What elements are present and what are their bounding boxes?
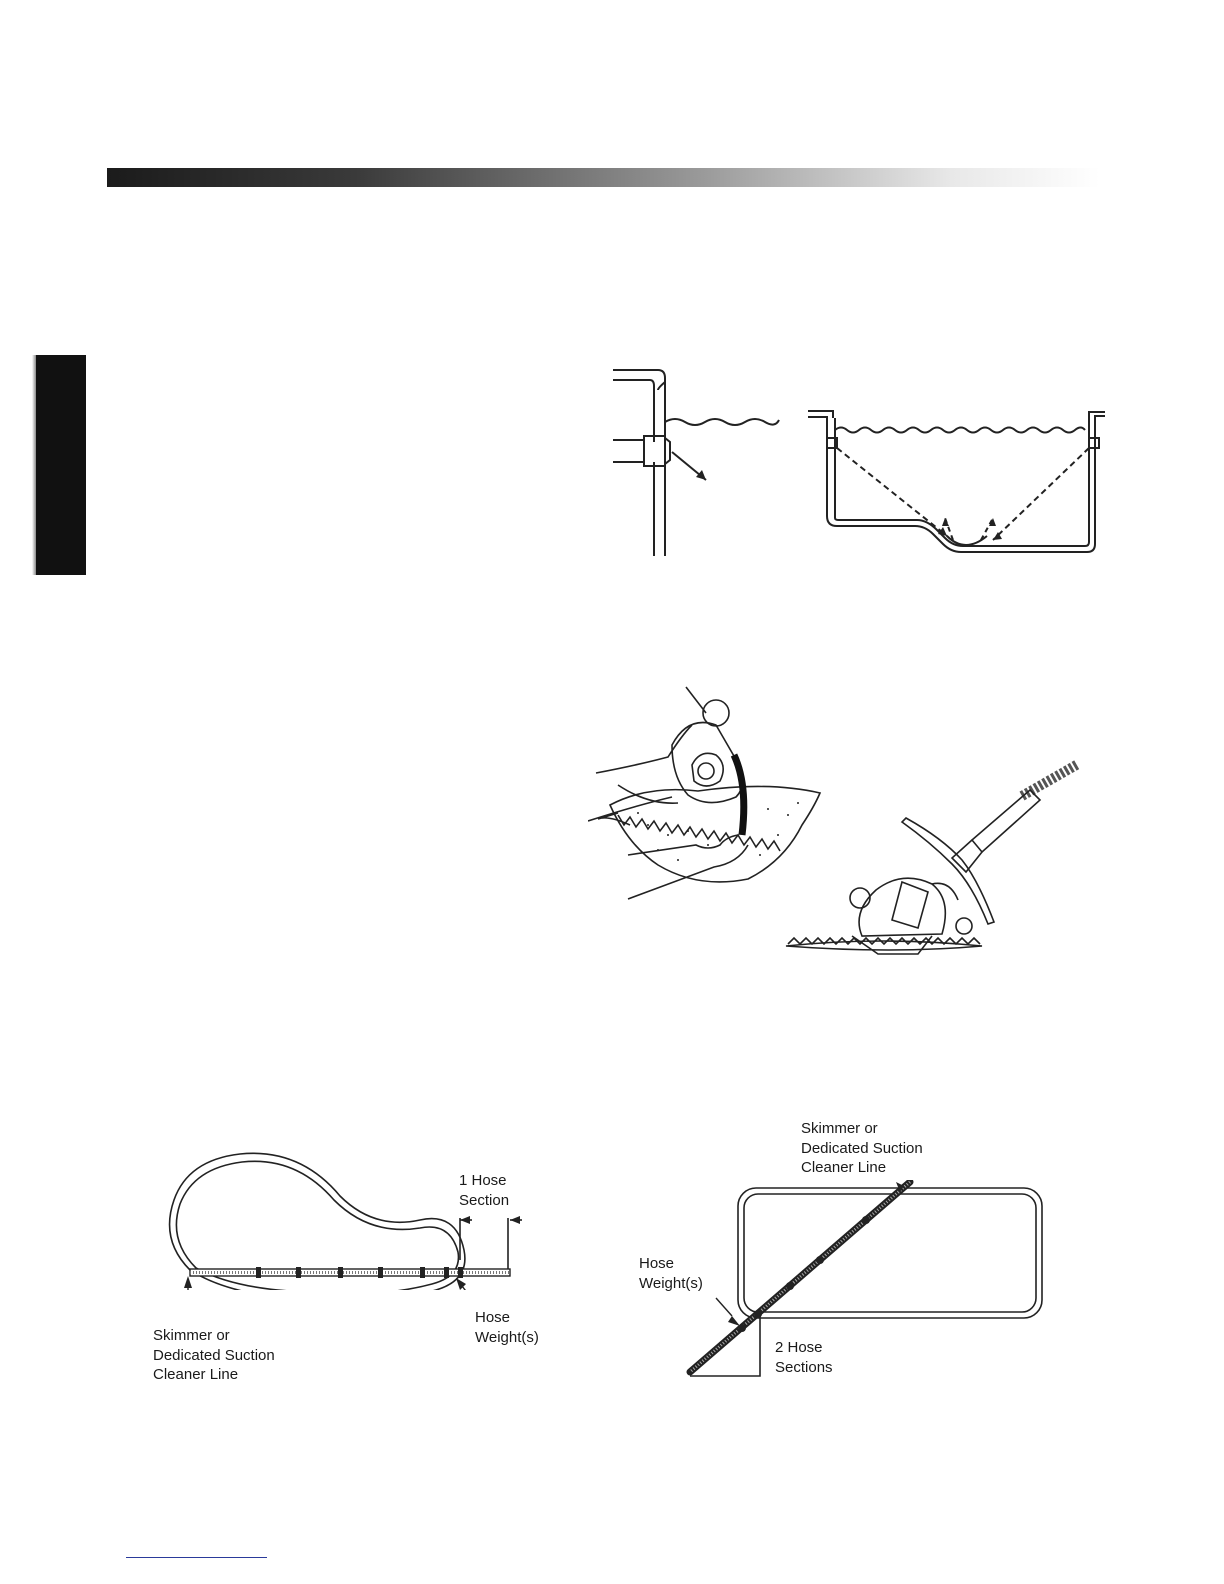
return-jet-wall-diagram xyxy=(610,362,780,562)
label-skimmer-rectangular: Skimmer or Dedicated Suction Cleaner Line xyxy=(801,1120,923,1176)
label-two-hose-sections: 2 Hose Sections xyxy=(775,1339,833,1376)
header-gradient-bar xyxy=(107,168,1100,187)
label-one-hose-section: 1 Hose Section xyxy=(459,1172,510,1209)
cleaner-with-hose-illustration xyxy=(782,760,1082,965)
pool-cross-section-diagram xyxy=(805,408,1115,558)
side-section-tab xyxy=(36,355,86,575)
label-hose-weights-kidney: Hose Weight(s) xyxy=(475,1309,539,1346)
footer-rule xyxy=(126,1557,267,1558)
kidney-pool-hose-diagram xyxy=(160,1140,530,1290)
label-skimmer-kidney: Skimmer or Dedicated Suction Cleaner Line xyxy=(153,1327,275,1383)
rectangular-pool-hose-diagram xyxy=(686,1180,1048,1380)
label-hose-weights-rectangular: Hose Weight(s) xyxy=(639,1255,703,1292)
